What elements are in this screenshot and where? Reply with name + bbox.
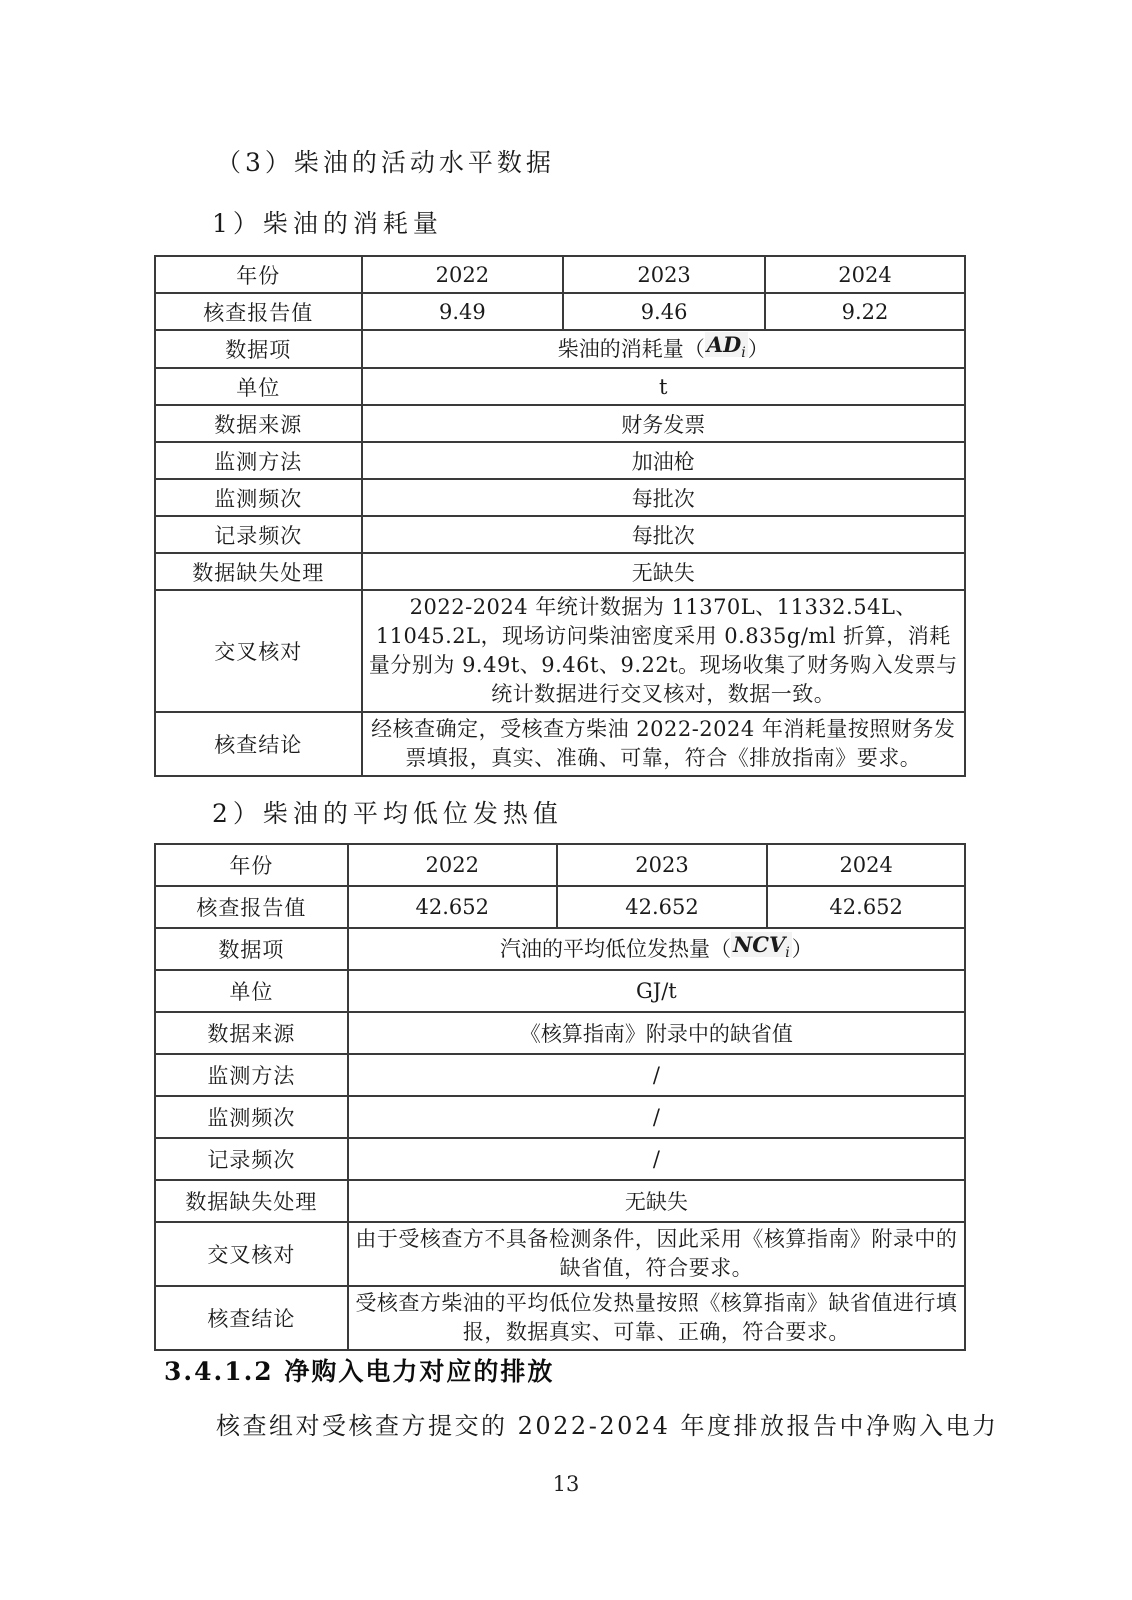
t1-reported-1: 9.49 <box>362 293 564 330</box>
heading-diesel-consumption: 1）柴油的消耗量 <box>212 209 443 238</box>
formula-NCV-i: $NCV_i$ <box>733 932 790 962</box>
t1-row-record-frequency <box>155 516 965 553</box>
t2-record-frequency-value: / <box>348 1138 965 1180</box>
t1-year-2: 2023 <box>563 256 765 293</box>
t2-row-data-item <box>155 928 965 970</box>
t1-missing-data-value: 无缺失 <box>362 553 965 590</box>
t2-label-year: 年份 <box>155 844 348 886</box>
heading-diesel-activity-data: （3）柴油的活动水平数据 <box>216 148 555 177</box>
t2-data-source-value: 《核算指南》附录中的缺省值 <box>348 1012 965 1054</box>
t1-data-item-suffix: ） <box>747 337 769 361</box>
t1-data-item-value <box>362 330 965 368</box>
heading-diesel-calorific-value: 2）柴油的平均低位发热值 <box>212 799 563 829</box>
t2-missing-data-value: 无缺失 <box>348 1180 965 1222</box>
t2-label-record-frequency: 记录频次 <box>155 1138 348 1180</box>
body-paragraph: 核查组对受核查方提交的 2022-2024 年度排放报告中净购入电力 <box>216 1412 999 1440</box>
t2-monitor-method-value: / <box>348 1054 965 1096</box>
t1-data-source-value: 财务发票 <box>362 405 965 442</box>
page-content <box>154 143 966 1351</box>
t2-label-missing-data: 数据缺失处理 <box>155 1180 348 1222</box>
t1-label-monitor-method: 监测方法 <box>155 442 362 479</box>
t2-row-monitor-frequency <box>155 1096 965 1138</box>
t1-label-data-source: 数据来源 <box>155 405 362 442</box>
formula-AD-i: $AD_i$ <box>706 332 746 362</box>
diesel-calorific-table <box>154 843 966 1351</box>
t2-conclusion-text: 受核查方柴油的平均低位发热量按照《核算指南》缺省值进行填报，数据真实、可靠、正确，符合要求。 <box>348 1286 965 1350</box>
t1-label-missing-data: 数据缺失处理 <box>155 553 362 590</box>
t2-row-data-source <box>155 1012 965 1054</box>
t2-reported-2: 42.652 <box>557 886 768 928</box>
t1-label-unit: 单位 <box>155 368 362 405</box>
t1-row-monitor-method <box>155 442 965 479</box>
t2-label-monitor-method: 监测方法 <box>155 1054 348 1096</box>
t2-label-monitor-frequency: 监测频次 <box>155 1096 348 1138</box>
t1-label-data-item: 数据项 <box>155 330 362 368</box>
t2-row-record-frequency <box>155 1138 965 1180</box>
t1-label-reported-value: 核查报告值 <box>155 293 362 330</box>
page-number: 13 <box>552 1472 580 1496</box>
t1-label-conclusion: 核查结论 <box>155 712 362 776</box>
t1-row-cross-check <box>155 590 965 712</box>
t1-data-item-prefix: 柴油的消耗量（ <box>557 337 705 361</box>
t1-label-year: 年份 <box>155 256 362 293</box>
t2-label-cross-check: 交叉核对 <box>155 1222 348 1286</box>
t2-label-data-source: 数据来源 <box>155 1012 348 1054</box>
t2-cross-check-text: 由于受核查方不具备检测条件，因此采用《核算指南》附录中的缺省值，符合要求。 <box>348 1222 965 1286</box>
t2-row-reported-value <box>155 886 965 928</box>
t1-row-data-item <box>155 330 965 368</box>
t1-year-1: 2022 <box>362 256 564 293</box>
t2-monitor-frequency-value: / <box>348 1096 965 1138</box>
t1-reported-2: 9.46 <box>563 293 765 330</box>
t2-label-conclusion: 核查结论 <box>155 1286 348 1350</box>
t1-year-3: 2024 <box>765 256 965 293</box>
t1-row-conclusion <box>155 712 965 776</box>
t1-row-data-source <box>155 405 965 442</box>
t1-unit-value: t <box>362 368 965 405</box>
t2-reported-1: 42.652 <box>348 886 557 928</box>
diesel-consumption-table <box>154 255 966 777</box>
t1-monitor-method-value: 加油枪 <box>362 442 965 479</box>
t2-year-2: 2023 <box>557 844 768 886</box>
t2-row-monitor-method <box>155 1054 965 1096</box>
t1-cross-check-text: 2022-2024 年统计数据为 11370L、11332.54L、11045.2L，现场访问柴油密度采用 0.835g/ml 折算，消耗量分别为 9.49t、9.46t、9.22t。现场收集了财务购入发票与统计数据进行交叉核对，数据一致。 <box>362 590 965 712</box>
section-heading-net-purchased-electricity: 3.4.1.2 净购入电力对应的排放 <box>164 1357 555 1386</box>
t1-record-frequency-value: 每批次 <box>362 516 965 553</box>
t2-year-3: 2024 <box>767 844 965 886</box>
t1-label-record-frequency: 记录频次 <box>155 516 362 553</box>
t1-monitor-frequency-value: 每批次 <box>362 479 965 516</box>
t2-row-year <box>155 844 965 886</box>
t2-data-item-suffix: ） <box>791 937 813 962</box>
t1-label-cross-check: 交叉核对 <box>155 590 362 712</box>
t2-label-data-item: 数据项 <box>155 928 348 970</box>
t2-reported-3: 42.652 <box>767 886 965 928</box>
t1-conclusion-text: 经核查确定，受核查方柴油 2022-2024 年消耗量按照财务发票填报，真实、准确、可靠，符合《排放指南》要求。 <box>362 712 965 776</box>
t2-row-cross-check <box>155 1222 965 1286</box>
t1-row-missing-data <box>155 553 965 590</box>
t2-row-missing-data <box>155 1180 965 1222</box>
t2-unit-value: GJ/t <box>348 970 965 1012</box>
t2-row-conclusion <box>155 1286 965 1350</box>
t1-label-monitor-frequency: 监测频次 <box>155 479 362 516</box>
t1-reported-3: 9.22 <box>765 293 965 330</box>
t1-row-year <box>155 256 965 293</box>
t2-data-item-prefix: 汽油的平均低位发热量（ <box>500 937 732 962</box>
t1-row-monitor-frequency <box>155 479 965 516</box>
t2-label-unit: 单位 <box>155 970 348 1012</box>
t2-data-item-value <box>348 928 965 970</box>
t1-row-reported-value <box>155 293 965 330</box>
t2-row-unit <box>155 970 965 1012</box>
t1-row-unit <box>155 368 965 405</box>
t2-year-1: 2022 <box>348 844 557 886</box>
t2-label-reported-value: 核查报告值 <box>155 886 348 928</box>
